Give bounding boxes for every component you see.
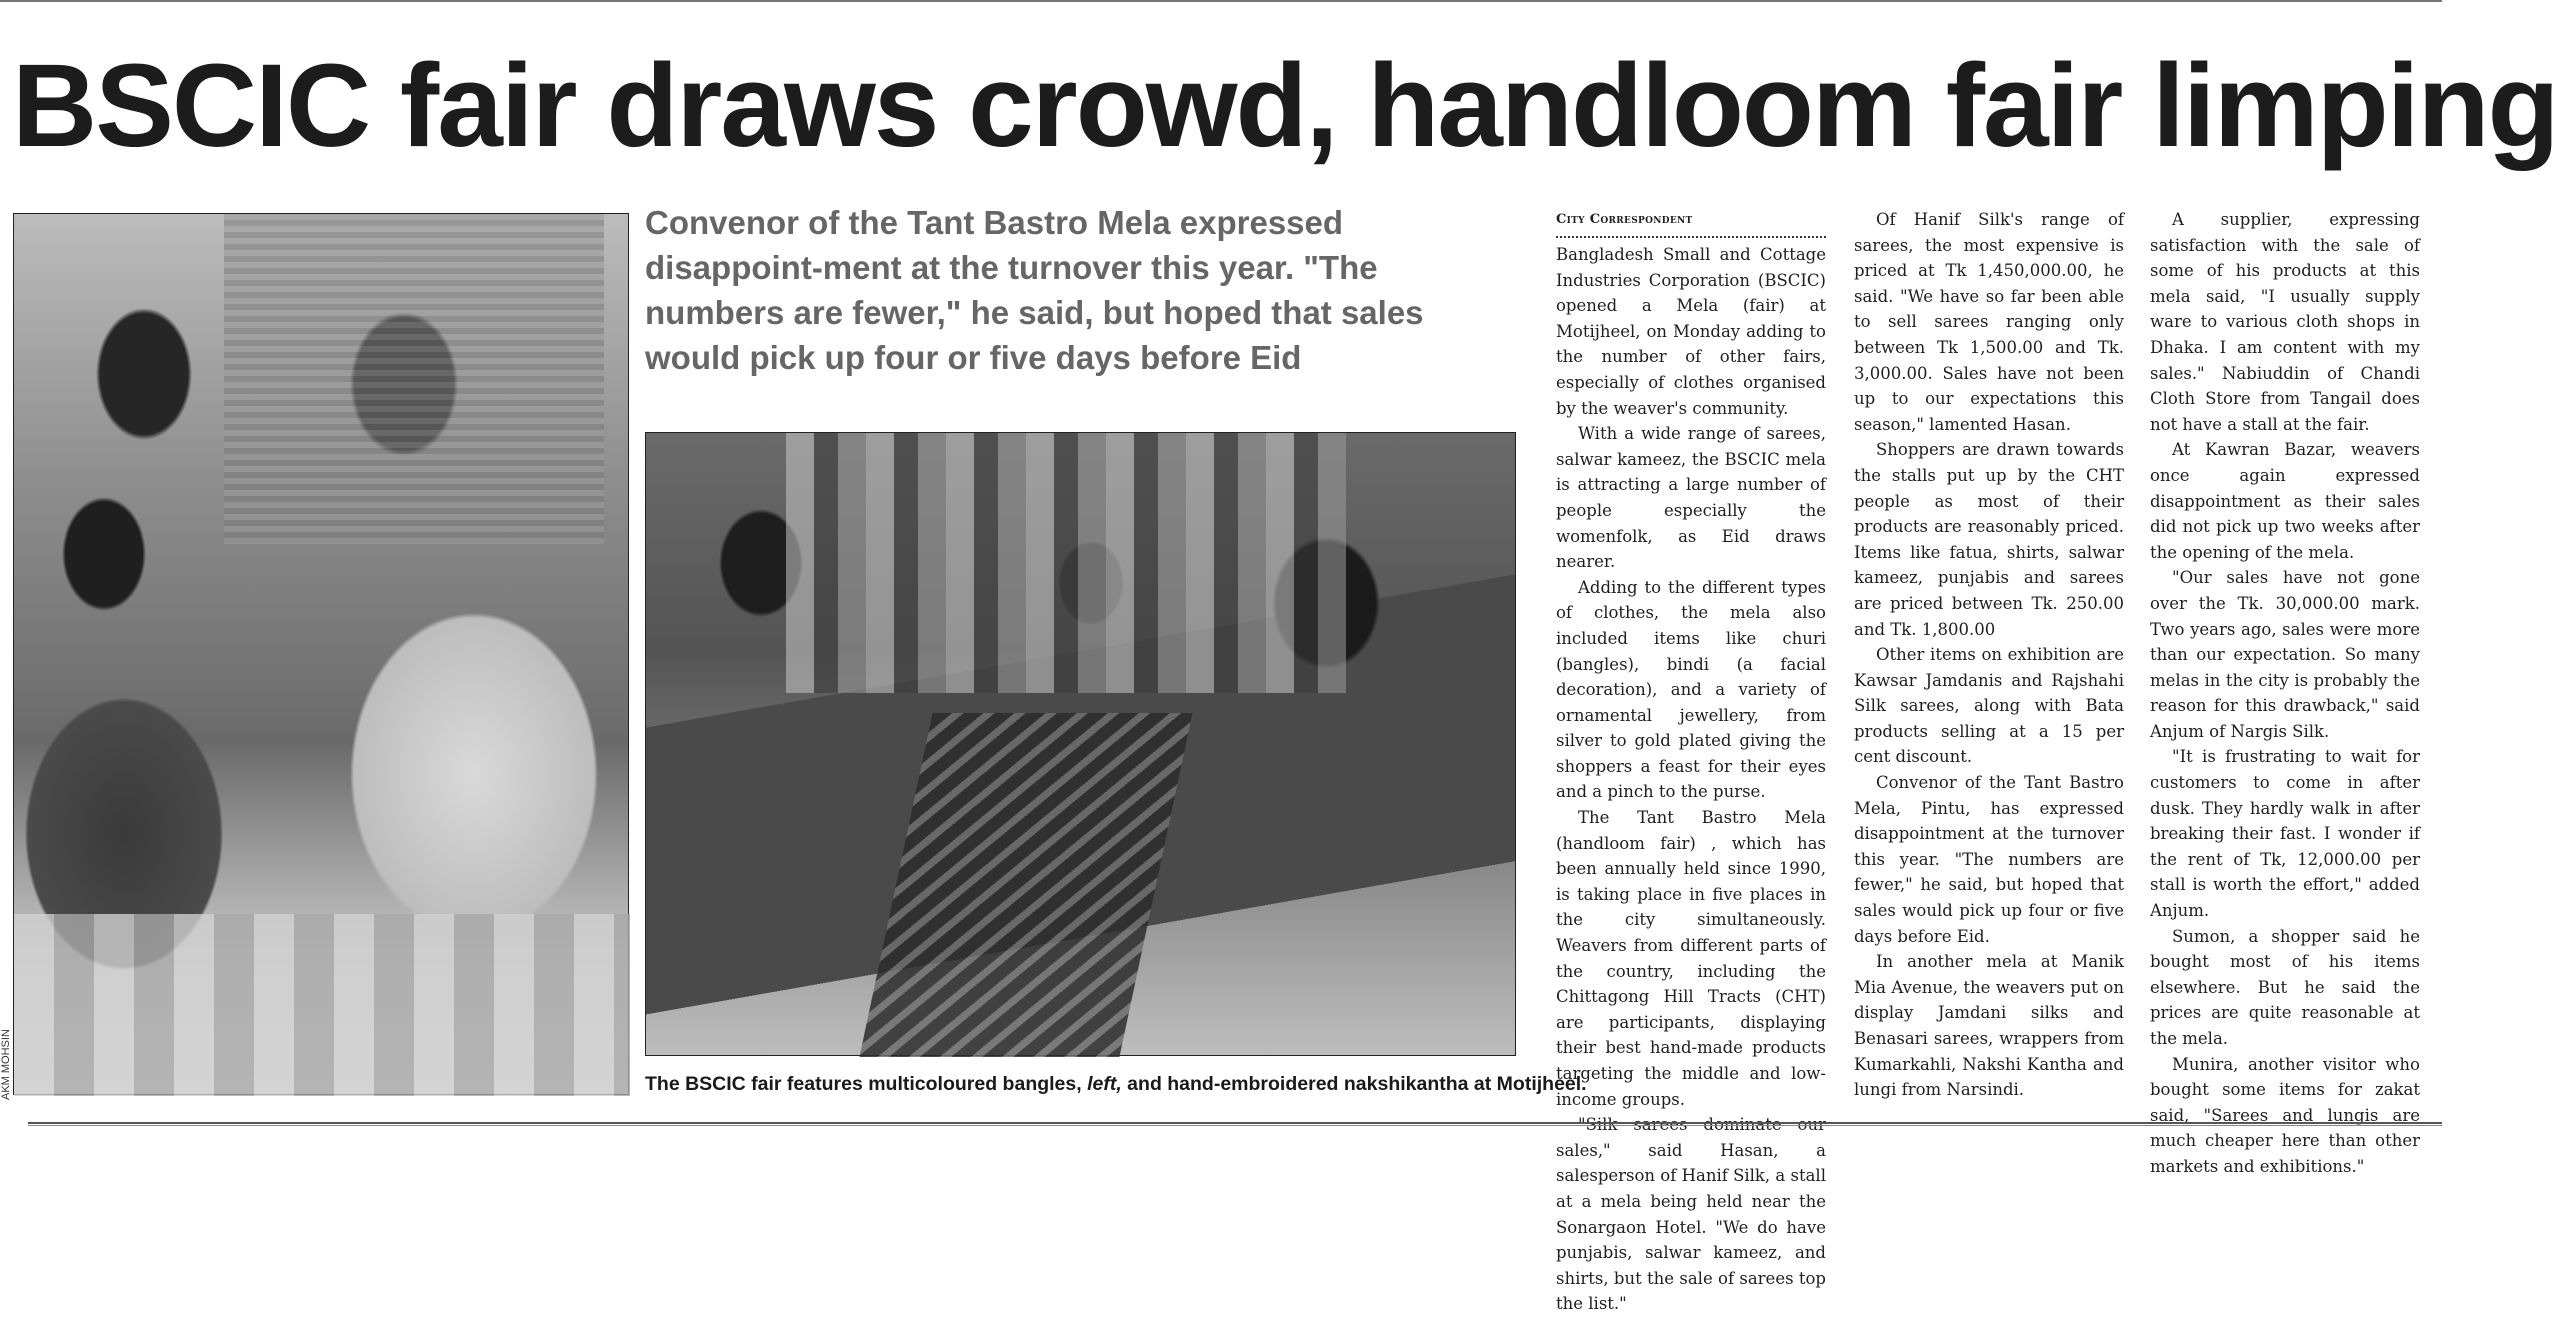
caption-emphasis: left,: [1087, 1073, 1122, 1095]
byline: City Correspondent: [1556, 210, 1826, 238]
article-paragraph: Sumon, a shopper said he bought most of his items elsewhere. But he said the prices are quite reasonable at the mela.: [2150, 926, 2420, 1048]
article-paragraph: At Kawran Bazar, weavers once again expressed disappointment as their sales did not pick up two weeks after the opening of the mela.: [2150, 440, 2420, 562]
standfirst: Convenor of the Tant Bastro Mela expressed disappoint-ment at the turnover this year. "The numbers are fewer," he said, but hoped that sales would pick up four or five days before Eid: [645, 204, 1424, 376]
photo-embroidered-cloth: [859, 713, 1192, 1057]
bottom-rule: [28, 1122, 2442, 1126]
article-paragraph: "Our sales have not gone over the Tk. 30,000.00 mark. Two years ago, sales were more than our expectation. So many melas in the city is probably the reason for this drawback," said Anjum of Nargis Silk.: [2150, 568, 2420, 741]
photo-shutter-texture: [224, 214, 604, 544]
caption-text: The BSCIC fair features multicoloured bangles,: [645, 1073, 1088, 1095]
photo-hanging-clothes: [786, 433, 1346, 693]
article-paragraph: "It is frustrating to wait for customers to come in after dusk. They hardly walk in after breaking their fast. I wonder if the rent of Tk, 12,000.00 per stall is worth the effort," added Anjum.: [2150, 747, 2420, 921]
article-column-2: [1854, 207, 2124, 1107]
article-paragraph: The Tant Bastro Mela (handloom fair) , which has been annually held since 1990, is taking place in five places in the city simultaneously. Weavers from different parts of the country, including the Chittagong Hill Tracts (CHT) are participants, displaying their best hand-made products targeting the middle and low-income groups.: [1556, 808, 1826, 1109]
caption-text-end: and hand-embroidered nakshikantha at Motijheel.: [1121, 1073, 1587, 1095]
article-paragraph: Convenor of the Tant Bastro Mela, Pintu, has expressed disappointment at the turnover this year. "The numbers are fewer," he said, but hoped that sales would pick up four or five days before Eid.: [1854, 773, 2124, 946]
article-paragraph: In another mela at Manik Mia Avenue, the weavers put on display Jamdani silks and Benasari sarees, wrappers from Kumarkahli, Nakshi Kantha and lungi from Narsindi.: [1854, 952, 2124, 1100]
top-rule: [0, 0, 2442, 2]
article-paragraph: A supplier, expressing satisfaction with the sale of some of his products at this mela said, "I usually supply ware to various cloth shops in Dhaka. I am content with my sales." Nabiuddin of Chandi Cloth Store from Tangail does not have a stall at the fair.: [2150, 210, 2420, 434]
article-paragraph: Other items on exhibition are Kawsar Jamdanis and Rajshahi Silk sarees, along with Bata products selling at a 15 per cent discount.: [1854, 645, 2124, 767]
article-paragraph: Adding to the different types of clothes, the mela also included items like churi (bangles), bindi (a facial decoration), and a variety of ornamental jewellery, from silver to gold plated giving the shoppers a feast for their eyes and a pinch to the purse.: [1556, 577, 1826, 802]
photo-bangle-table: [14, 914, 630, 1096]
article-paragraph: With a wide range of sarees, salwar kameez, the BSCIC mela is attracting a large number of people especially the womenfolk, as Eid draws nearer.: [1556, 424, 1826, 572]
photo-nakshikantha: [645, 432, 1516, 1056]
article-paragraph: Munira, another visitor who bought some items for zakat said, "Sarees and lungis are much cheaper here than other markets and exhibitions.": [2150, 1054, 2420, 1176]
photo-credit: AKM MOHSIN: [0, 1029, 12, 1100]
photo-caption: [645, 1072, 1587, 1096]
photo-bangles-stall: [13, 213, 629, 1095]
article-paragraph: "Silk sarees dominate our sales," said Hasan, a salesperson of Hanif Silk, a stall at a mela being held near the Sonargaon Hotel. "We do have punjabis, salwar kameez, and shirts, but the sale of sarees top the list.": [1556, 1115, 1826, 1314]
article-column-3: [2150, 207, 2420, 1176]
article-paragraph: Bangladesh Small and Cottage Industries Corporation (BSCIC) opened a Mela (fair) at Motijheel, on Monday adding to the number of other fairs, especially of clothes organised by the weaver's community.: [1556, 245, 1826, 418]
article-column-1: [1556, 210, 1826, 1314]
article-paragraph: Of Hanif Silk's range of sarees, the most expensive is priced at Tk 1,450,000.00, he said. "We have so far been able to sell sarees ranging only between Tk 1,500.00 and Tk. 3,000.00. Sales have not been up to our expectations this season," lamented Hasan.: [1854, 210, 2124, 434]
headline: BSCIC fair draws crowd, handloom fair limping: [12, 40, 2558, 172]
article-paragraph: Shoppers are drawn towards the stalls put up by the CHT people as most of their products are reasonably priced. Items like fatua, shirts, salwar kameez, punjabis and sarees are priced between Tk. 250.00 and Tk. 1,800.00: [1854, 440, 2124, 639]
